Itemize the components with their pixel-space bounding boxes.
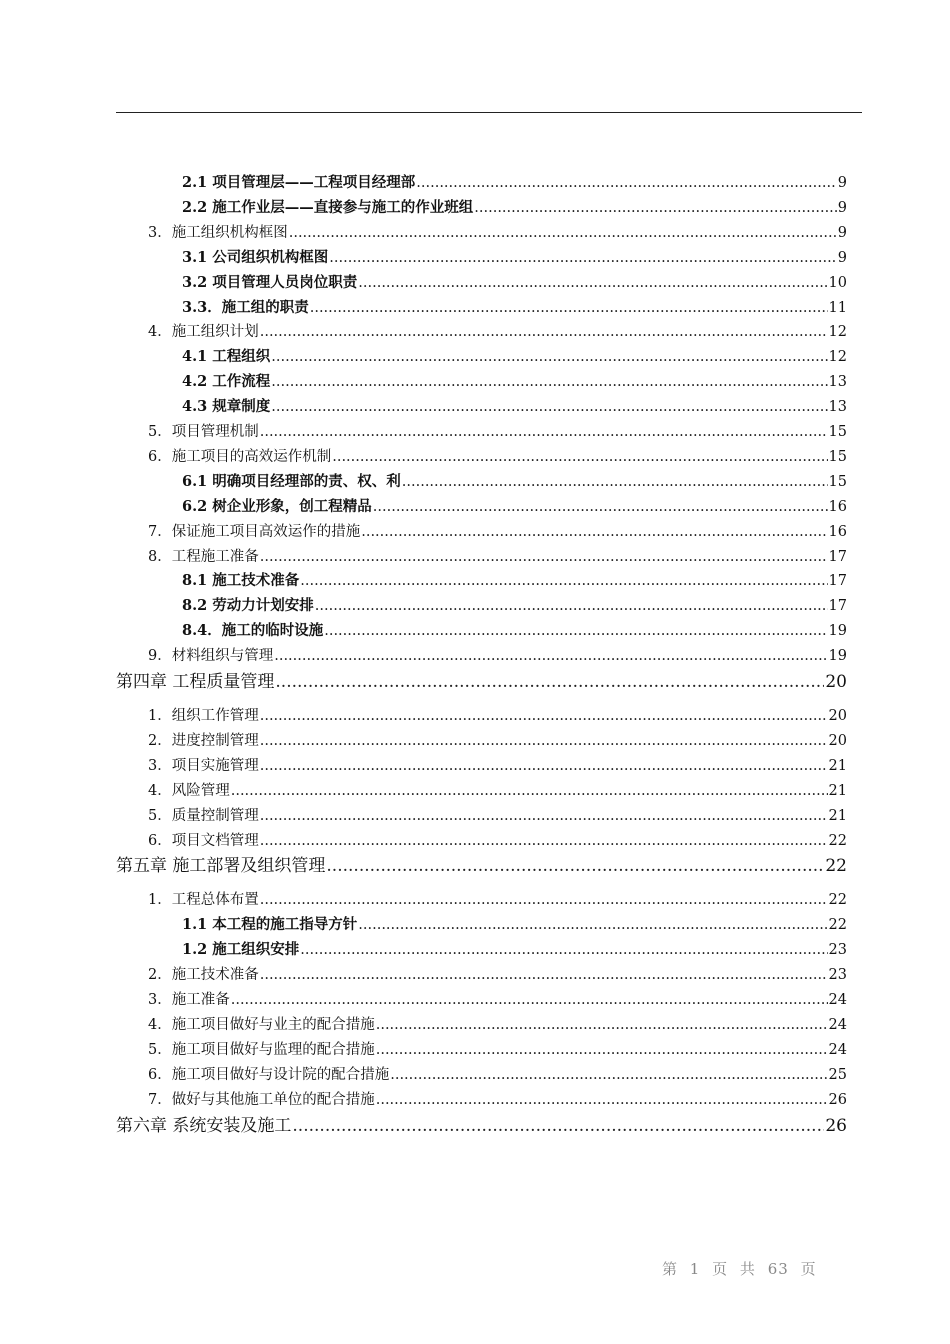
toc-entry-label: 第五章 施工部署及组织管理	[116, 856, 326, 877]
toc-entry[interactable]	[182, 370, 847, 390]
toc-dot-leader	[289, 225, 837, 241]
toc-entry-label: 1.2 施工组织安排	[182, 941, 300, 959]
toc-dot-leader	[474, 200, 836, 216]
footer-current-page: 1	[689, 1260, 701, 1278]
toc-entry-label: 4.3 规章制度	[182, 398, 271, 416]
toc-entry-label: 5．施工项目做好与监理的配合措施	[148, 1041, 375, 1058]
toc-entry-label: 2．进度控制管理	[148, 732, 259, 749]
toc-entry-page-number: 24	[828, 1016, 847, 1033]
toc-entry[interactable]	[148, 1088, 847, 1108]
toc-entry-label: 2．施工技术准备	[148, 967, 259, 984]
toc-dot-leader	[326, 856, 824, 876]
toc-dot-leader	[260, 892, 828, 908]
toc-dot-leader	[361, 524, 827, 540]
toc-dot-leader	[373, 499, 828, 515]
toc-entry-label: 4．施工项目做好与业主的配合措施	[148, 1016, 375, 1033]
toc-entry-page-number: 20	[825, 672, 847, 692]
toc-entry[interactable]	[148, 320, 847, 340]
toc-entry-page-number: 24	[828, 992, 847, 1008]
toc-entry-page-number: 19	[828, 648, 847, 665]
toc-chapter-entry[interactable]	[116, 1111, 847, 1135]
toc-entry-label: 6．项目文档管理	[148, 832, 259, 849]
toc-dot-leader	[376, 1017, 828, 1033]
toc-dot-leader	[260, 708, 828, 724]
toc-entry-label: 4．风险管理	[148, 782, 230, 799]
toc-entry-page-number: 19	[828, 623, 847, 640]
footer-word: 页	[712, 1260, 729, 1278]
toc-dot-leader	[292, 1116, 824, 1136]
toc-entry-label: 3.1 公司组织机构框图	[182, 248, 329, 266]
toc-entry-label: 5．项目管理机制	[148, 424, 259, 440]
toc-entry[interactable]	[148, 988, 847, 1008]
toc-entry[interactable]	[148, 221, 847, 241]
footer-total-pages: 63	[767, 1260, 789, 1278]
toc-entry-label: 3.3．施工组的职责	[182, 298, 309, 316]
toc-chapter-entry[interactable]	[116, 851, 847, 875]
toc-entry[interactable]	[148, 804, 847, 824]
toc-entry[interactable]	[182, 470, 847, 490]
toc-entry-label: 2.1 项目管理层——工程项目经理部	[182, 174, 416, 191]
toc-entry-label: 第四章 工程质量管理	[116, 672, 275, 692]
toc-entry[interactable]	[148, 754, 847, 774]
toc-entry-page-number: 11	[828, 299, 847, 316]
toc-entry-page-number: 17	[828, 573, 847, 590]
toc-entry[interactable]	[182, 495, 847, 515]
toc-entry-page-number: 15	[828, 448, 847, 465]
toc-entry[interactable]	[182, 296, 847, 316]
toc-entry-label: 6．施工项目做好与设计院的配合措施	[148, 1066, 390, 1083]
toc-entry-page-number: 17	[828, 598, 847, 615]
toc-entry-label: 9．材料组织与管理	[148, 648, 274, 665]
toc-entry-label: 7．做好与其他施工单位的配合措施	[148, 1091, 375, 1108]
toc-entry-page-number: 15	[828, 473, 847, 490]
toc-dot-leader	[260, 549, 828, 565]
footer-word: 页	[800, 1260, 817, 1278]
toc-entry-page-number: 24	[828, 1041, 847, 1058]
toc-dot-leader	[260, 808, 828, 824]
toc-entry-label: 4．施工组织计划	[148, 324, 259, 341]
toc-dot-leader	[358, 275, 827, 291]
toc-entry-page-number: 21	[828, 782, 847, 799]
toc-entry[interactable]	[148, 963, 847, 983]
toc-entry-page-number: 17	[828, 548, 847, 565]
toc-entry-page-number: 16	[828, 523, 847, 540]
toc-entry-label: 1.1 本工程的施工指导方针	[182, 916, 358, 934]
toc-entry-label: 3．项目实施管理	[148, 757, 259, 774]
toc-entry-label: 4.1 工程组织	[182, 348, 271, 366]
toc-dot-leader	[390, 1067, 827, 1083]
toc-entry-page-number: 23	[828, 967, 847, 984]
toc-entry[interactable]	[148, 729, 847, 749]
toc-entry-label: 7．保证施工项目高效运作的措施	[148, 523, 361, 540]
toc-dot-leader	[275, 672, 824, 692]
toc-entry[interactable]	[182, 569, 847, 589]
toc-entry[interactable]	[182, 619, 847, 639]
toc-entry[interactable]	[148, 520, 847, 540]
toc-dot-leader	[310, 300, 828, 316]
toc-entry[interactable]	[182, 938, 847, 958]
toc-dot-leader	[271, 349, 827, 365]
toc-entry-page-number: 23	[828, 942, 847, 959]
toc-chapter-entry[interactable]	[116, 667, 847, 691]
toc-entry[interactable]	[182, 594, 847, 614]
toc-dot-leader	[231, 992, 828, 1008]
toc-entry-page-number: 9	[837, 199, 847, 216]
toc-entry-page-number: 26	[828, 1091, 847, 1108]
toc-dot-leader	[274, 648, 827, 664]
toc-entry[interactable]	[148, 1013, 847, 1033]
toc-dot-leader	[260, 424, 828, 440]
toc-entry[interactable]	[148, 445, 847, 465]
toc-dot-leader	[376, 1092, 828, 1108]
toc-entry[interactable]	[182, 345, 847, 365]
toc-entry-page-number: 9	[837, 249, 847, 266]
toc-entry-label: 6.2 树企业形象，创工程精品	[182, 497, 372, 515]
toc-dot-leader	[329, 250, 836, 266]
toc-dot-leader	[260, 733, 828, 749]
toc-entry[interactable]	[182, 246, 847, 266]
toc-dot-leader	[315, 598, 828, 614]
toc-entry[interactable]	[148, 1038, 847, 1058]
toc-entry-page-number: 13	[828, 374, 847, 391]
header-rule	[116, 112, 862, 113]
toc-dot-leader	[376, 1042, 828, 1058]
toc-entry-label: 8.1 施工技术准备	[182, 572, 300, 590]
toc-entry-page-number: 9	[837, 175, 847, 191]
toc-entry[interactable]	[182, 271, 847, 291]
toc-entry-label: 6.1 明确项目经理部的责、权、利	[182, 472, 401, 490]
toc-entry[interactable]	[148, 545, 847, 565]
toc-entry-label: 1．工程总体布置	[148, 892, 259, 909]
toc-entry-page-number: 9	[837, 224, 847, 241]
toc-entry-page-number: 22	[828, 832, 847, 849]
toc-entry-page-number: 21	[828, 757, 847, 774]
toc-entry-label: 3.2 项目管理人员岗位职责	[182, 273, 358, 291]
toc-entry-label: 8．工程施工准备	[148, 548, 259, 565]
page-footer	[662, 1258, 823, 1279]
toc-entry-label: 2.2 施工作业层——直接参与施工的作业班组	[182, 198, 474, 216]
toc-entry[interactable]	[182, 395, 847, 415]
toc-entry-label: 5．质量控制管理	[148, 807, 259, 824]
footer-word: 共	[739, 1260, 756, 1278]
toc-entry-label: 6．施工项目的高效运作机制	[148, 448, 332, 465]
toc-entry-label: 8.2 劳动力计划安排	[182, 597, 314, 615]
toc-entry[interactable]	[148, 779, 847, 799]
toc-entry[interactable]	[182, 196, 847, 216]
toc-entry-label: 3．施工组织机构框图	[148, 224, 288, 241]
toc-entry-page-number: 22	[825, 856, 847, 877]
toc-entry-page-number: 12	[828, 324, 847, 341]
toc-dot-leader	[416, 175, 836, 191]
toc-entry-label: 第六章 系统安装及施工	[116, 1115, 292, 1136]
toc-dot-leader	[300, 573, 827, 589]
toc-entry-label: 8.4．施工的临时设施	[182, 622, 324, 640]
toc-entry[interactable]	[182, 913, 847, 933]
toc-dot-leader	[300, 942, 827, 958]
toc-dot-leader	[271, 374, 827, 390]
toc-entry[interactable]	[182, 171, 847, 191]
toc-entry-page-number: 16	[828, 498, 847, 515]
toc-entry[interactable]	[148, 420, 847, 440]
toc-entry-page-number: 13	[828, 399, 847, 416]
toc-entry-label: 4.2 工作流程	[182, 373, 271, 391]
toc-entry-page-number: 15	[828, 424, 847, 440]
toc-dot-leader	[260, 967, 828, 983]
toc-entry[interactable]	[148, 1063, 847, 1083]
toc-entry-page-number: 10	[828, 274, 847, 291]
toc-dot-leader	[260, 833, 828, 849]
toc-entry[interactable]	[148, 704, 847, 724]
toc-entry-page-number: 25	[828, 1066, 847, 1083]
toc-entry-page-number: 20	[828, 708, 847, 724]
toc-entry[interactable]	[148, 829, 847, 849]
toc-dot-leader	[271, 399, 827, 415]
toc-entry-page-number: 20	[828, 732, 847, 749]
toc-entry-label: 3．施工准备	[148, 992, 230, 1008]
toc-entry[interactable]	[148, 888, 847, 908]
toc-dot-leader	[402, 474, 828, 490]
toc-entry-page-number: 26	[825, 1115, 847, 1136]
toc-dot-leader	[332, 449, 827, 465]
toc-dot-leader	[324, 623, 827, 639]
toc-entry-page-number: 22	[828, 892, 847, 909]
toc-entry-page-number: 22	[828, 917, 847, 934]
toc-entry-page-number: 21	[828, 807, 847, 824]
toc-entry-label: 1．组织工作管理	[148, 708, 259, 724]
toc-dot-leader	[260, 324, 828, 340]
toc-entry-page-number: 12	[828, 349, 847, 366]
toc-dot-leader	[231, 783, 828, 799]
toc-dot-leader	[358, 917, 827, 933]
toc-entry[interactable]	[148, 644, 847, 664]
toc-dot-leader	[260, 758, 828, 774]
footer-word: 第	[662, 1260, 679, 1278]
